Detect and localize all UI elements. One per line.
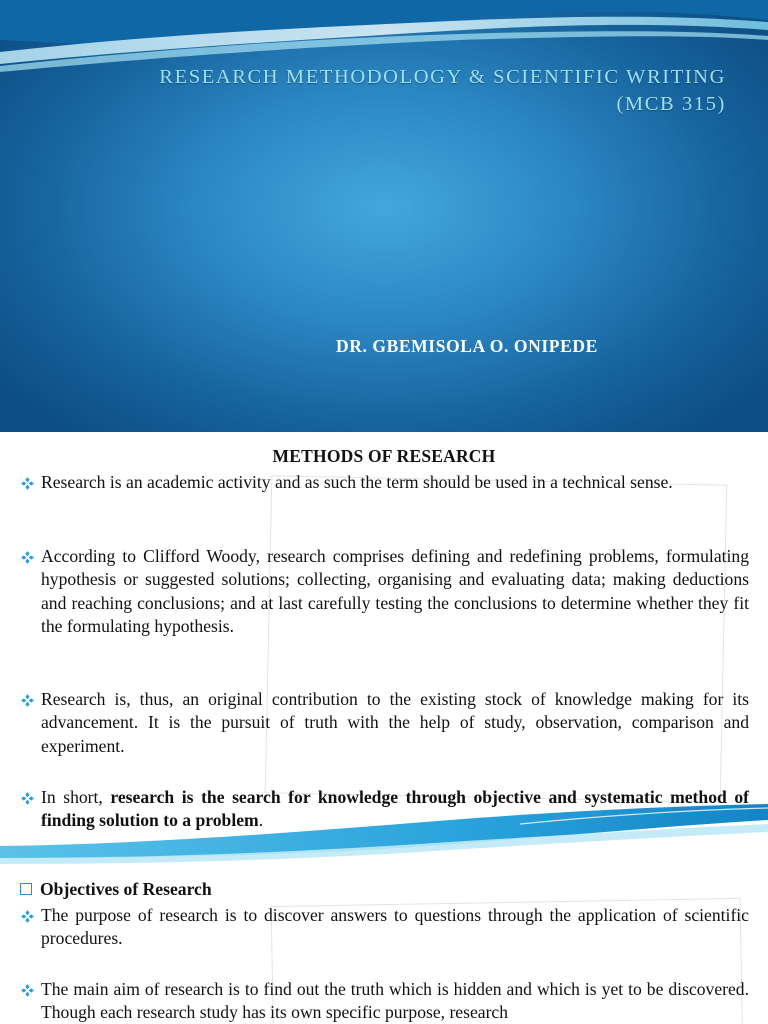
four-diamond-bullet-icon xyxy=(20,476,35,491)
section-heading-text: Objectives of Research xyxy=(40,879,212,899)
bullet-item xyxy=(20,978,749,1024)
bullet-item xyxy=(20,688,749,758)
bullet-text-lead: In short, xyxy=(41,787,111,807)
bullet-text: The purpose of research is to discover answers to questions through the application of scientific procedures. xyxy=(41,905,749,949)
slide-heading: METHODS OF RESEARCH xyxy=(272,446,496,466)
four-diamond-bullet-icon xyxy=(20,693,35,708)
bullet-item xyxy=(20,786,749,833)
four-diamond-bullet-icon xyxy=(20,791,35,806)
four-diamond-bullet-icon xyxy=(20,983,35,998)
bullet-text: Research is, thus, an original contribution to the existing stock of knowledge making for its advancement. It is the pursuit of truth with the help of study, observation, comparison and experiment. xyxy=(41,689,749,756)
four-diamond-bullet-icon xyxy=(20,550,35,565)
presentation-title xyxy=(60,64,726,118)
bullet-text: According to Clifford Woody, research comprises defining and redefining problems, formulating hypothesis or suggested solutions; collecting, organising and evaluating data; making deductions and reaching conclusions; and at last carefully testing the conclusions to determine whether they fit the formulating hypothesis. xyxy=(41,546,749,636)
bullet-item xyxy=(20,471,749,494)
bullet-text-tail: . xyxy=(258,810,264,831)
content-slide xyxy=(0,432,768,1024)
section-heading xyxy=(20,879,212,900)
bullet-item xyxy=(20,545,749,638)
bullet-text: The main aim of research is to find out the truth which is hidden and which is yet to be discovered. Though each research study has its own specific purpose, research xyxy=(41,979,749,1023)
title-line-2: (MCB 315) xyxy=(616,93,726,115)
four-diamond-bullet-icon xyxy=(20,909,35,924)
title-line-1: RESEARCH METHODOLOGY & SCIENTIFIC WRITING xyxy=(159,66,726,88)
bullet-text xyxy=(20,786,749,833)
bullet-item xyxy=(20,904,749,951)
author-name: DR. GBEMISOLA O. ONIPEDE xyxy=(336,336,598,356)
bullet-text: Research is an academic activity and as such the term should be used in a technical sense. xyxy=(41,472,673,492)
title-slide xyxy=(0,0,768,432)
hollow-square-bullet-icon xyxy=(20,883,32,895)
bullet-text-bold: research is the search for knowledge through objective and systematic method of finding solution to a problem xyxy=(41,787,749,831)
